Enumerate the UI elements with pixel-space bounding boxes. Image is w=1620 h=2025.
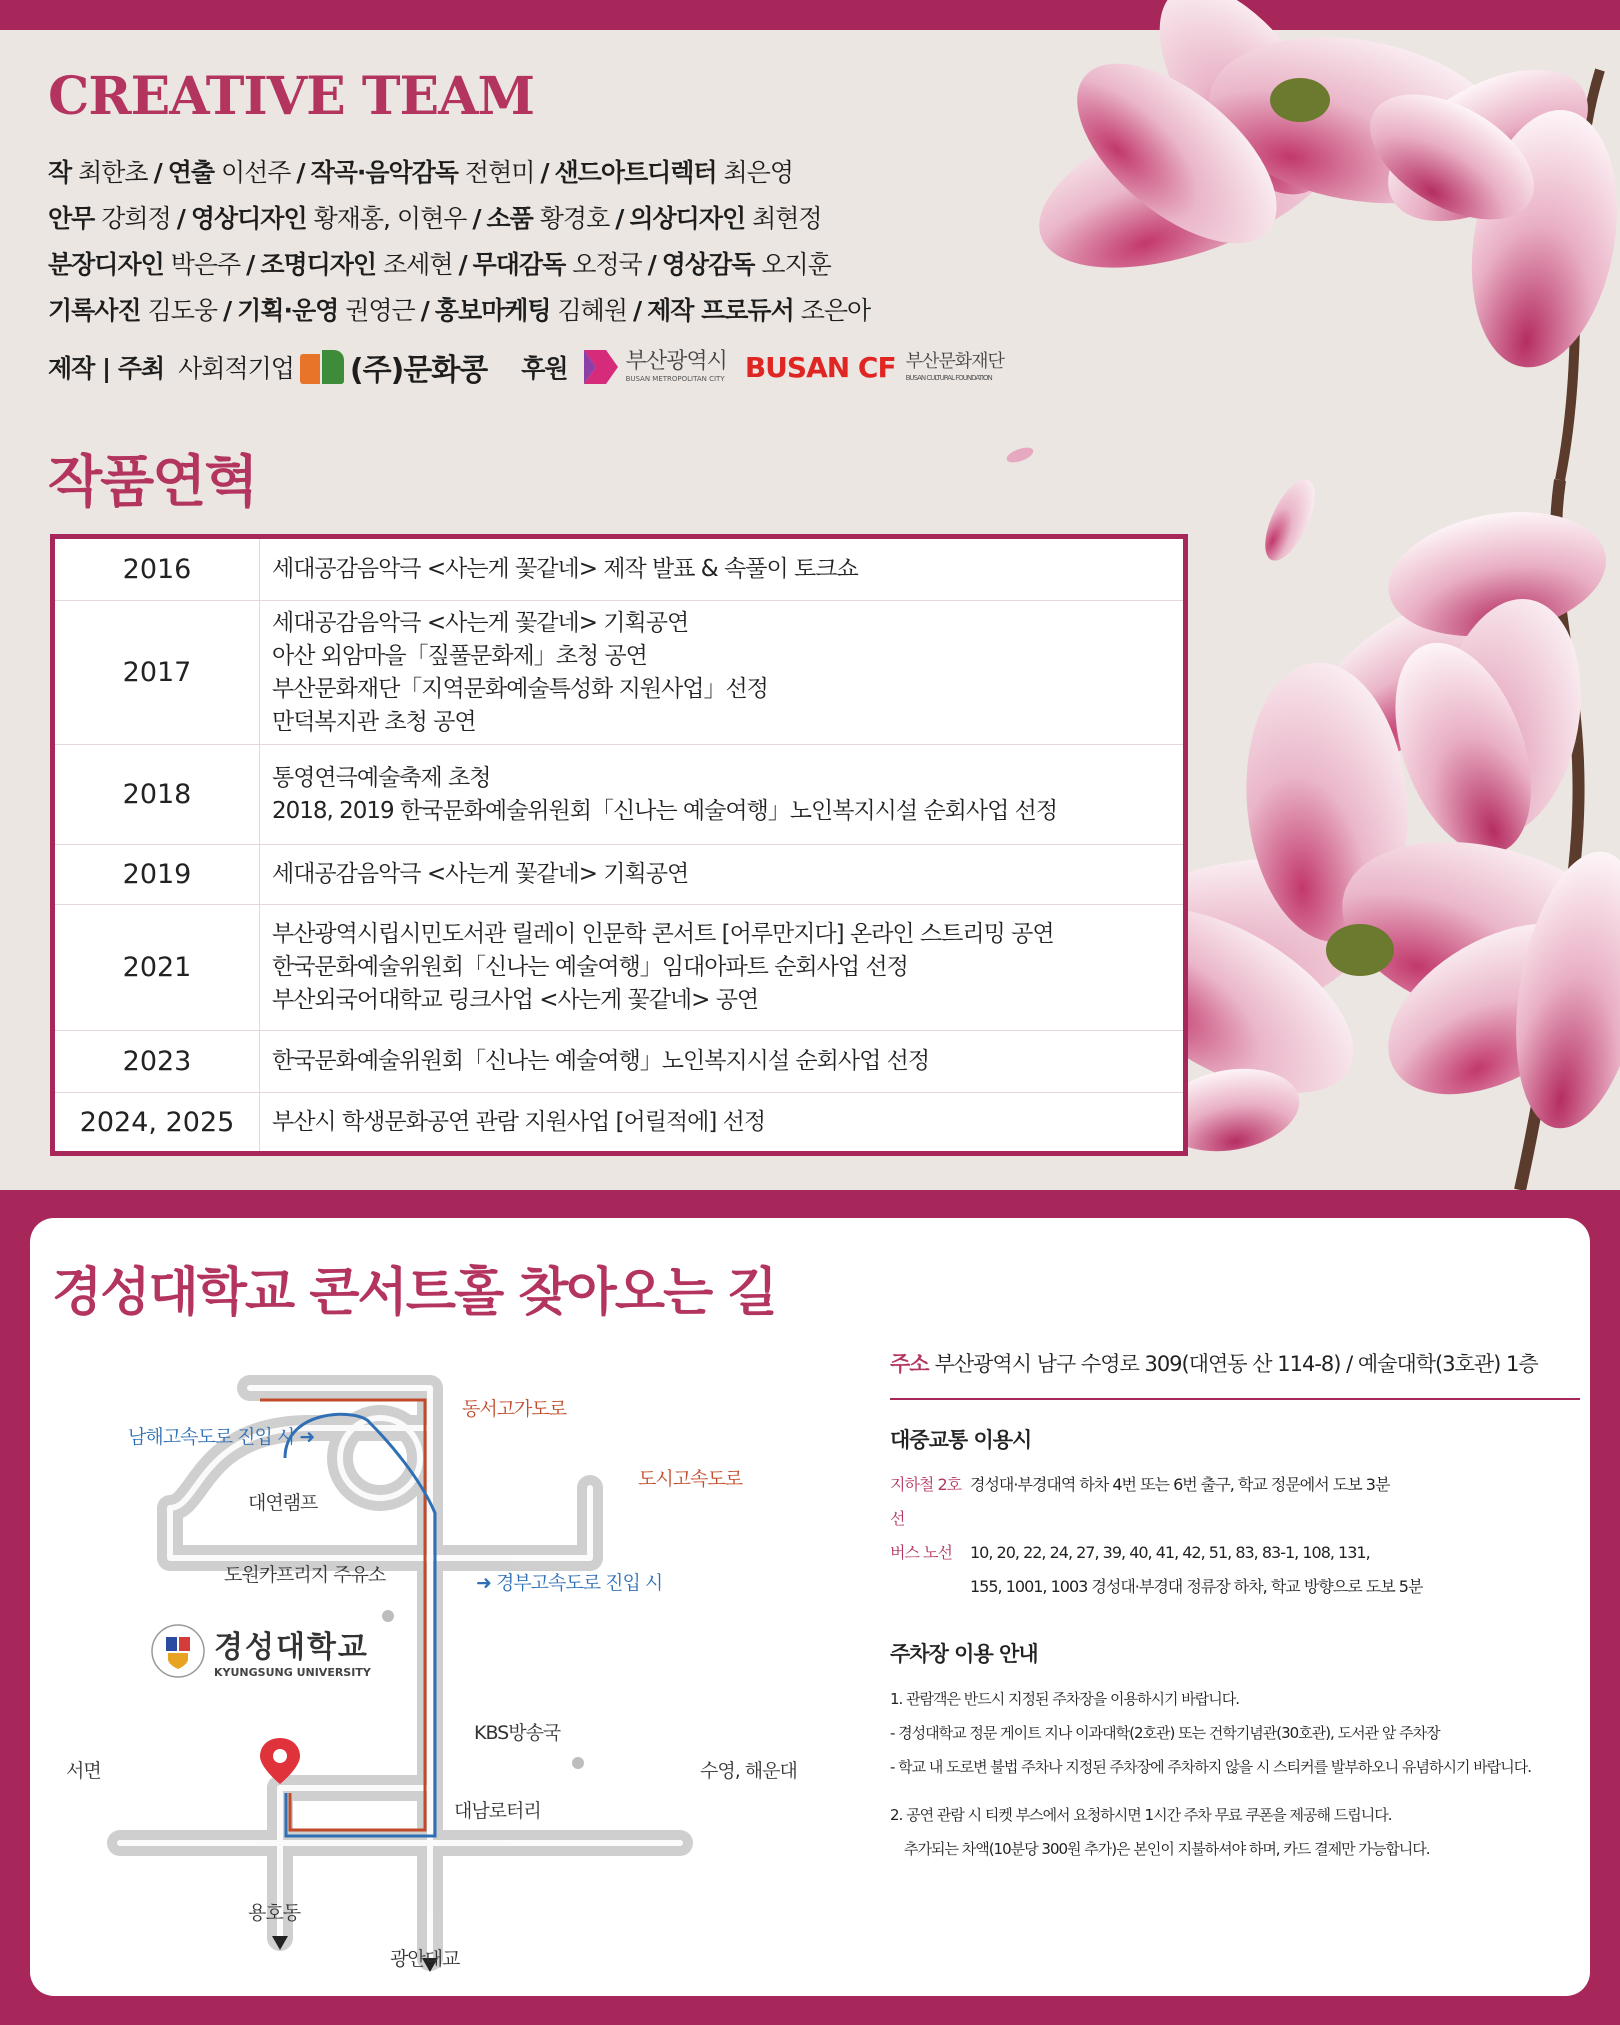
label-kbs: KBS방송국	[474, 1722, 561, 1744]
munhwakong-logo-icon	[300, 350, 346, 384]
year-cell: 2016	[55, 539, 260, 600]
parking-item: - 학교 내 도로변 불법 주차나 지정된 주차장에 주차하지 않을 시 스티커를 발부하오니 유념하시기 바랍니다.	[890, 1758, 1532, 1776]
parking-item: 2. 공연 관람 시 티켓 부스에서 요청하시면 1시간 주차 무료 쿠폰을 제공해 드립니다.	[890, 1806, 1392, 1824]
support-label: 후원	[521, 354, 568, 383]
university-emblem-icon	[150, 1623, 206, 1679]
busan-city-name: 부산광역시	[625, 349, 727, 374]
address-label: 주소	[890, 1352, 929, 1376]
year-cell: 2021	[55, 905, 260, 1030]
history-item: 아산 외암마을「짚풀문화제」초청 공연	[272, 642, 647, 669]
history-item: 세대공감음악극 <사는게 꽃같네> 기획공연	[272, 609, 689, 636]
sponsors-row	[48, 344, 1004, 390]
credit-line: 작 최한초 / 연출 이선주 / 작곡·음악감독 전현미 / 샌드아트디렉터 최은영	[48, 158, 793, 187]
label-daenam: 대남로터리	[454, 1800, 541, 1822]
label-yongho: 용호동	[248, 1902, 301, 1924]
history-item: 세대공감음악극 <사는게 꽃같네> 제작 발표 & 속풀이 토크쇼	[272, 556, 858, 582]
address	[890, 1348, 1580, 1400]
directions-title: 경성대학교 콘서트홀 찾아오는 길	[52, 1263, 776, 1323]
credits	[48, 150, 1148, 334]
year-cell: 2017	[55, 601, 260, 744]
bcf-name-en: BUSAN CULTURAL FOUNDATION	[905, 374, 992, 382]
table-row	[55, 745, 1183, 845]
busan-city-mark-icon	[582, 348, 620, 386]
company-name: (주)문화콩	[349, 353, 488, 388]
label-dosi: 도시고속도로	[638, 1468, 743, 1490]
parking-item: 1. 관람객은 반드시 지정된 주차장을 이용하시기 바랍니다.	[890, 1690, 1239, 1708]
busan-city-name-en: BUSAN METROPOLITAN CITY	[625, 375, 725, 383]
history-item: 통영연극예술축제 초청	[272, 764, 491, 791]
parking-title: 주차장 이용 안내	[890, 1642, 1038, 1666]
subway-label: 지하철 2호선	[890, 1475, 962, 1528]
label-suyeong: 수영, 해운대	[700, 1760, 797, 1782]
bus-row	[890, 1536, 1580, 1570]
bcf-mark: BUSAN CF	[744, 350, 896, 384]
table-row	[55, 905, 1183, 1031]
bus-row-cont	[890, 1570, 1580, 1604]
bcf-name: 부산문화재단	[905, 351, 1004, 372]
address-value: 부산광역시 남구 수영로 309(대연동 산 114-8) / 예술대학(3호관) 1층	[934, 1352, 1538, 1376]
label-dowon: 도원카프리지 주유소	[224, 1564, 386, 1586]
university-name: 경성대학교	[214, 1630, 369, 1665]
busan-city-logo	[582, 348, 727, 386]
road-dosi	[430, 1488, 590, 1558]
parking-item: - 경성대학교 정문 게이트 지나 이과대학(2호관) 또는 건학기념관(30호관), 도서관 앞 주차장	[890, 1724, 1440, 1742]
table-row	[55, 601, 1183, 745]
busan-cultural-foundation-logo	[745, 351, 1004, 384]
history-item: 부산문화재단「지역문화예술특성화 지원사업」선정	[272, 675, 768, 702]
label-seomyeon: 서면	[66, 1760, 101, 1782]
credit-line: 안무 강희정 / 영상디자인 황재홍, 이현우 / 소품 황경호 / 의상디자인 최현정	[48, 204, 822, 233]
directions-info	[890, 1348, 1580, 1866]
kbs-dot-icon	[572, 1757, 584, 1769]
table-row	[55, 1093, 1183, 1151]
subway-info: 경성대·부경대역 하차 4번 또는 6번 출구, 학교 정문에서 도보 3분	[970, 1475, 1390, 1494]
credit-line: 분장디자인 박은주 / 조명디자인 조세현 / 무대감독 오정국 / 영상감독 오지훈	[48, 250, 831, 279]
creative-team-title: CREATIVE TEAM	[48, 66, 535, 127]
table-row	[55, 539, 1183, 601]
history-item: 한국문화예술위원회「신나는 예술여행」임대아파트 순회사업 선정	[272, 954, 908, 980]
university-name-en: KYUNGSUNG UNIVERSITY	[214, 1666, 371, 1679]
production-label: 제작 | 주최	[48, 354, 165, 383]
bus-info-line2: 155, 1001, 1003 경성대·부경대 정류장 하차, 학교 방향으로 도보 5분	[970, 1577, 1423, 1596]
history-item: 만덕복지관 초청 공연	[272, 708, 476, 735]
directions-panel	[30, 1218, 1590, 1996]
history-item: 한국문화예술위원회「신나는 예술여행」노인복지시설 순회사업 선정	[272, 1048, 930, 1074]
table-row	[55, 845, 1183, 905]
bus-label: 버스 노선	[890, 1543, 952, 1562]
year-cell: 2024, 2025	[55, 1093, 260, 1151]
subway-row	[890, 1468, 1580, 1536]
history-item: 부산광역시립시민도서관 릴레이 인문학 콘서트 [어루만지다] 온라인 스트리밍 공연	[272, 921, 1054, 947]
year-cell: 2023	[55, 1031, 260, 1092]
label-daeyeon-ramp: 대연램프	[248, 1492, 318, 1514]
transit-title: 대중교통 이용시	[890, 1428, 1032, 1452]
label-dongseo: 동서고가도로	[462, 1398, 567, 1420]
university-logo	[150, 1622, 371, 1679]
dowon-dot-icon	[382, 1610, 394, 1622]
table-row	[55, 1031, 1183, 1093]
credit-line: 기록사진 김도웅 / 기획·운영 권영근 / 홍보마케팅 김혜원 / 제작 프로듀서 조은아	[48, 296, 871, 325]
history-item: 부산외국어대학교 링크사업 <사는게 꽃같네> 공연	[272, 987, 759, 1013]
year-cell: 2018	[55, 745, 260, 844]
label-gyeongbu: ➜ 경부고속도로 진입 시	[476, 1572, 663, 1594]
year-cell: 2019	[55, 845, 260, 904]
parking-item: 추가되는 차액(10분당 300원 추가)은 본인이 지불하셔야 하며, 카드 결제만 가능합니다.	[904, 1840, 1430, 1858]
history-item: 부산시 학생문화공연 관람 지원사업 [어릴적에] 선정	[272, 1108, 766, 1135]
label-gwangan: 광안대교	[390, 1948, 460, 1970]
production-type: 사회적기업	[178, 354, 294, 383]
bus-info-line1: 10, 20, 22, 24, 27, 39, 40, 41, 42, 51, 83, 83-1, 108, 131,	[970, 1543, 1370, 1562]
history-item: 세대공감음악극 <사는게 꽃같네> 기획공연	[272, 861, 689, 887]
history-table	[50, 534, 1188, 1156]
history-title: 작품연혁	[48, 450, 257, 515]
label-namhae: 남해고속도로 진입 시 ➜	[128, 1426, 315, 1448]
history-item: 2018, 2019 한국문화예술위원회「신나는 예술여행」노인복지시설 순회사업 선정	[272, 797, 1058, 824]
